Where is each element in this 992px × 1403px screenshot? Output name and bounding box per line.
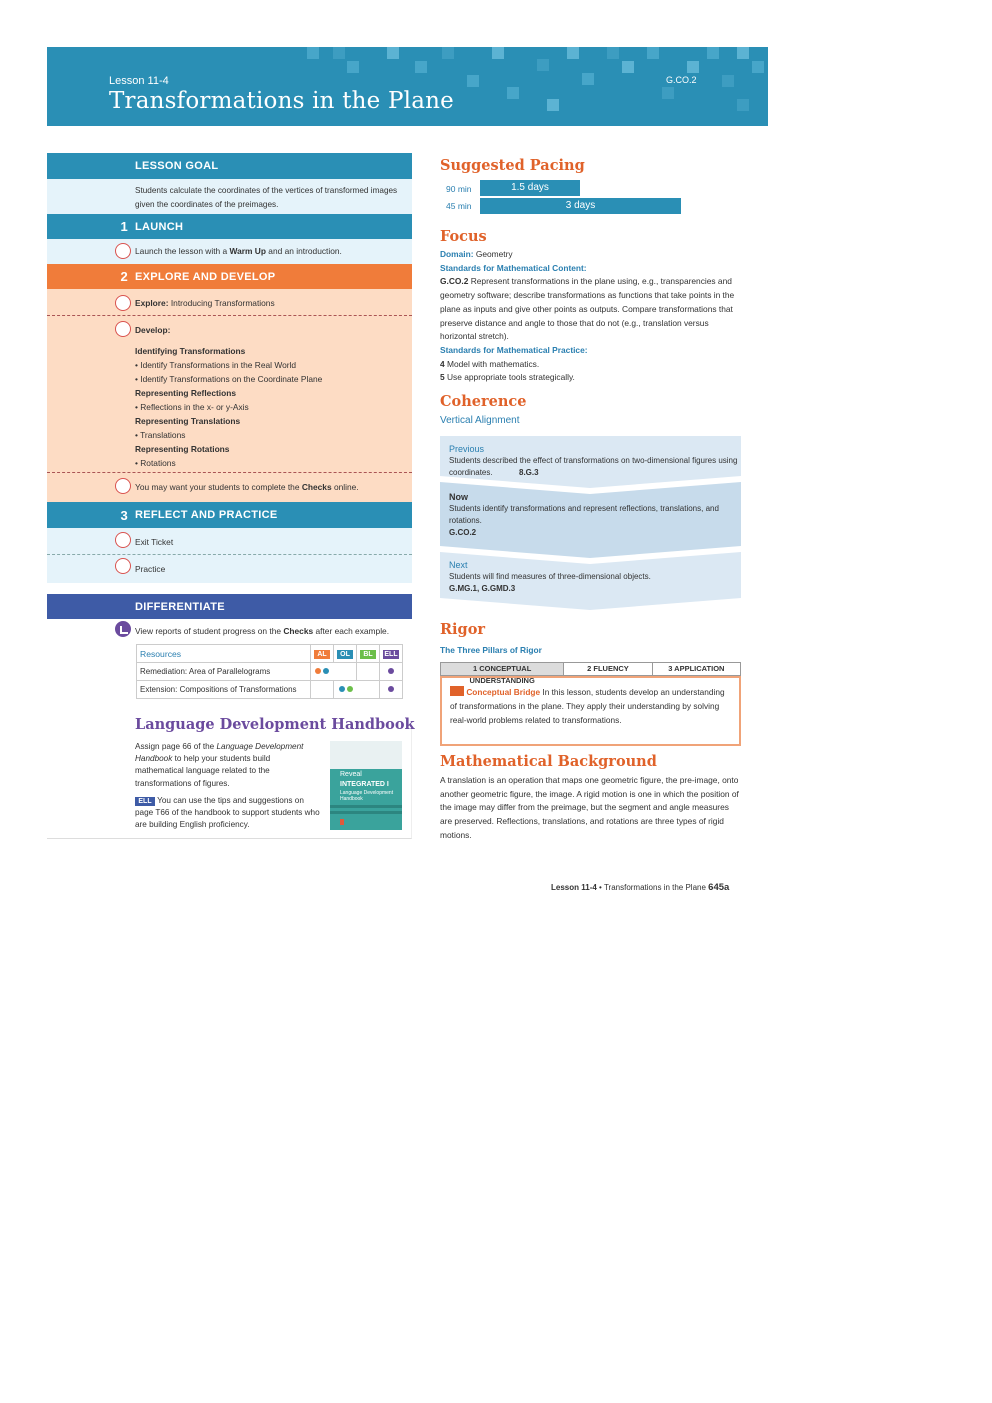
tab-conceptual: 1 CONCEPTUAL UNDERSTANDING	[441, 663, 564, 675]
develop-item: • Identify Transformations on the Coordinate Plane	[135, 374, 323, 384]
launch-text: Launch the lesson with a Warm Up and an introduction.	[135, 246, 342, 256]
pacing-bar-90: 1.5 days	[480, 180, 580, 196]
resource-row[interactable]: Extension: Compositions of Transformations	[137, 681, 311, 699]
rigor-subtitle: The Three Pillars of Rigor	[440, 645, 542, 655]
explore-line: Explore: Introducing Transformations	[135, 298, 275, 308]
al-tag: AL	[314, 650, 330, 659]
lesson-goal-bar: LESSON GOAL	[47, 153, 412, 179]
left-column	[47, 153, 412, 697]
develop-item: • Reflections in the x- or y-Axis	[135, 402, 249, 412]
develop-item: • Translations	[135, 430, 186, 440]
checks-line: You may want your students to complete the Checks online.	[135, 482, 359, 492]
differentiate-bar: DIFFERENTIATE	[47, 594, 412, 619]
now-block: Now Students identify transformations and represent reflections, translations, and rotations. G.CO.2	[449, 492, 719, 537]
page-footer: Lesson 11-4 • Transformations in the Plane 645a	[551, 882, 730, 893]
pacing-bar-45: 3 days	[480, 198, 681, 214]
tab-fluency: 2 FLUENCY	[564, 663, 652, 675]
pacing-label: 45 min	[446, 201, 472, 211]
develop-group: Representing Reflections	[135, 388, 236, 398]
coherence-subtitle: Vertical Alignment	[440, 415, 520, 426]
ell-tag: ELL	[384, 650, 398, 658]
develop-group: Representing Translations	[135, 416, 241, 426]
launch-bar: 1 LAUNCH	[47, 214, 412, 239]
launch-panel	[47, 239, 412, 264]
develop-group: Identifying Transformations	[135, 346, 246, 356]
pacing-title: Suggested Pacing	[440, 157, 585, 174]
lesson-goal-panel	[47, 179, 412, 214]
bl-tag: BL	[360, 650, 376, 659]
focus-title: Focus	[440, 228, 487, 245]
ldh-title: Language Development Handbook	[135, 716, 415, 733]
reflect-bar: 3 REFLECT AND PRACTICE	[47, 502, 412, 528]
bridge-icon	[450, 686, 464, 696]
pacing-label: 90 min	[446, 184, 472, 194]
develop-group: Representing Rotations	[135, 444, 230, 454]
resource-row[interactable]: Remediation: Area of Parallelograms	[137, 663, 311, 681]
develop-item: • Rotations	[135, 458, 176, 468]
standard-code: G.CO.2	[666, 75, 697, 85]
background-text: A translation is an operation that maps one geometric figure, the pre-image, onto another geometric figure, the image. A rigid motion is one in which the position of the image may differ from the preimage, but the segment and angle measures are preserved. Reflections, translations, and rotations are three types of rigid motions.	[440, 775, 739, 840]
exit-ticket-item: Exit Ticket	[135, 537, 174, 547]
next-block: Next Students will find measures of three-dimensional objects. G.MG.1, G.GMD.3	[449, 560, 651, 593]
practice-item: Practice	[135, 564, 166, 574]
rigor-title: Rigor	[440, 621, 486, 638]
ldh-text: Assign page 66 of the Language Development Handbook to help your students build mathematical language related to the transformations of figures. ELL You can use the tips and suggestions on page T66 of the handbook to support students who are building English proficiency.	[135, 742, 320, 830]
explore-bar: 2 EXPLORE AND DEVELOP	[47, 264, 412, 289]
tab-application: 3 APPLICATION	[668, 664, 725, 673]
ol-tag: OL	[337, 650, 353, 659]
focus-body: Domain: Geometry Standards for Mathematical Content: G.CO.2 Represent transformations in the plane using, e.g., transparencies and geometry software; describe transformations as functions that take points in the plane as inputs and give other points as outputs. Compare transformations that preserve distance and angle to those that do not (e.g., translation versus horizontal stretch). Standards for Mathematical Practice: 4 Model with mathematics. 5 Use appropriate tools strategically.	[440, 249, 735, 383]
handbook-cover: Reveal INTEGRATED I Language Development Handbook	[330, 741, 402, 830]
lesson-goal-text: Students calculate the coordinates of the vertices of transformed images given the coordinates of the preimages.	[135, 186, 398, 209]
explore-panel	[47, 289, 412, 502]
resources-header: Resources	[137, 645, 311, 663]
reflect-panel	[47, 528, 412, 583]
lesson-number: Lesson 11-4	[109, 75, 169, 87]
resources-table	[136, 644, 403, 699]
differentiate-text: View reports of student progress on the Checks after each example.	[135, 626, 390, 636]
ell-tag: ELL	[135, 797, 155, 806]
header-banner	[47, 47, 768, 126]
conceptual-bridge-box: Conceptual Bridge In this lesson, students develop an understanding of transformations in the plane. They apply their understanding by solving real-world problems related to transformations.	[440, 676, 741, 746]
rigor-tabs	[440, 662, 741, 685]
background-title: Mathematical Background	[440, 753, 657, 770]
page-title: Transformations in the Plane	[109, 88, 454, 114]
previous-block: Previous Students described the effect of transformations on two-dimensional figures using coordinates. 8.G.3	[449, 444, 738, 477]
differentiate-panel	[47, 619, 412, 697]
develop-label: Develop:	[135, 325, 171, 335]
develop-item: • Identify Transformations in the Real World	[135, 360, 297, 370]
coherence-title: Coherence	[440, 393, 527, 410]
